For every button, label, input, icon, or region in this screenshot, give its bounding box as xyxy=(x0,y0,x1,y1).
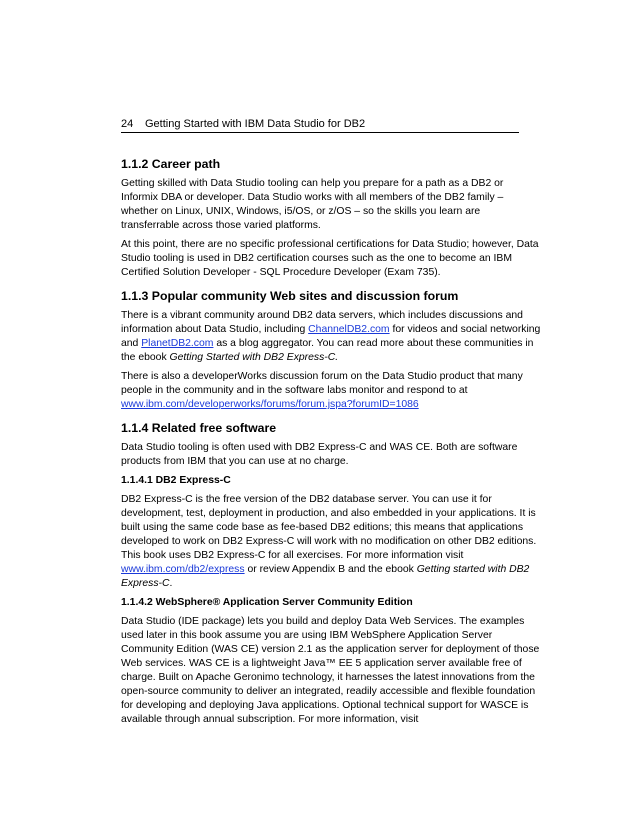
text-fragment: and xyxy=(121,338,142,349)
text-line xyxy=(121,323,541,337)
text-line: products from IBM that you can use at no charge. xyxy=(121,456,349,467)
text-fragment: . xyxy=(169,578,173,589)
text-line: DB2 Express-C is the free version of the DB2 database server. You can use it for xyxy=(121,494,492,505)
text-fragment: for videos and social networking xyxy=(389,324,541,335)
text-line: Community Edition (WAS CE) version 2.1 as the application server for deployment of those xyxy=(121,644,540,655)
ebook-title-continued: Express-C xyxy=(121,578,170,589)
websphere-paragraph xyxy=(121,615,540,727)
text-line xyxy=(121,398,523,412)
text-fragment: as a blog aggregator. You can read more about these communities in xyxy=(213,338,534,349)
subsection-heading-express-c: 1.1.4.1 DB2 Express-C xyxy=(121,475,231,486)
running-title: Getting Started with IBM Data Studio for DB2 xyxy=(145,118,366,130)
text-line: development, test, deployment in production, and also embedded in your applications. It is xyxy=(121,508,536,519)
text-line: Web services. WAS CE is a lightweight Java™ EE 5 application server available free of xyxy=(121,658,522,669)
text-line: There is a vibrant community around DB2 data servers, which includes discussions and xyxy=(121,310,523,321)
subsection-heading-websphere: 1.1.4.2 WebSphere® Application Server Community Edition xyxy=(121,597,413,608)
section-heading-related-software: 1.1.4 Related free software xyxy=(121,421,277,435)
text-line: At this point, there are no specific professional certifications for Data Studio; however, Data xyxy=(121,239,539,250)
section-heading-career-path: 1.1.2 Career path xyxy=(121,157,221,171)
ebook-title: Getting started with DB2 xyxy=(416,564,530,575)
header-rule xyxy=(121,132,519,133)
career-paragraph-1 xyxy=(121,177,523,233)
related-paragraph xyxy=(121,441,523,469)
text-line: Studio tooling is used in DB2 certification courses such as the one to become an IBM xyxy=(121,253,513,264)
planetdb2-link[interactable]: PlanetDB2.com xyxy=(141,338,214,349)
text-line: Data Studio tooling is often used with DB2 Express-C and WAS CE. Both are software xyxy=(121,442,518,453)
text-line: This book uses DB2 Express-C for all exercises. For more information visit xyxy=(121,550,464,561)
text-line: whether on Linux, UNIX, Windows, i5/OS, or z/OS – so the skills you learn are xyxy=(121,206,481,217)
text-line: for developing and deploying Java applications. Optional technical support for WASCE is xyxy=(121,700,529,711)
career-paragraph-2 xyxy=(121,238,539,280)
text-line: built using the same code base as fee-based DB2 editions; this means that applications xyxy=(121,522,524,533)
text-line: used later in this book assume you are using IBM WebSphere Application Server xyxy=(121,630,493,641)
community-paragraph-1 xyxy=(121,309,541,365)
text-line xyxy=(121,577,523,591)
text-line: There is also a developerWorks discussion forum on the Data Studio product that many xyxy=(121,371,523,382)
text-line: available through annual subscription. For more information, visit xyxy=(121,714,419,725)
developerworks-forum-link[interactable]: www.ibm.com/developerworks/forums/forum.jspa?forumID=1086 xyxy=(121,399,419,410)
page-number: 24 xyxy=(121,118,134,130)
text-line xyxy=(121,337,534,351)
text-line: transferrable across those varied platforms. xyxy=(121,220,321,231)
text-line: Certified Solution Developer - SQL Procedure Developer (Exam 735). xyxy=(121,267,441,278)
text-line: Informix DBA or developer. Data Studio works with all members of the DB2 family – xyxy=(121,192,504,203)
ebook-title: Getting Started with DB2 Express-C. xyxy=(169,352,339,363)
section-heading-community: 1.1.3 Popular community Web sites and discussion forum xyxy=(121,289,459,303)
text-fragment: or review Appendix B and the ebook xyxy=(244,564,417,575)
text-fragment: information about Data Studio, including xyxy=(121,324,309,335)
text-line: Data Studio (IDE package) lets you build and deploy Data Web Services. The examples xyxy=(121,616,525,627)
text-line: developed to work on DB2 Express-C will work with no modification on other DB2 editions. xyxy=(121,536,537,547)
running-header xyxy=(121,117,519,131)
page-body xyxy=(121,156,541,732)
text-line: open-source community to deliver an integrated, readily accessible and flexible foundation xyxy=(121,686,536,697)
text-line: charge. Built on Apache Geronimo technology, it harnesses the latest innovations from the xyxy=(121,672,535,683)
express-c-paragraph xyxy=(121,493,537,591)
community-paragraph-2 xyxy=(121,370,523,412)
text-fragment: the ebook xyxy=(121,352,170,363)
db2-express-link[interactable]: www.ibm.com/db2/express xyxy=(121,564,245,575)
text-line xyxy=(121,351,523,365)
text-line: people in the community and in the software labs monitor and respond to at xyxy=(121,385,468,396)
channeldb2-link[interactable]: ChannelDB2.com xyxy=(308,324,390,335)
text-line: Getting skilled with Data Studio tooling can help you prepare for a path as a DB2 or xyxy=(121,178,504,189)
text-line xyxy=(121,563,530,577)
